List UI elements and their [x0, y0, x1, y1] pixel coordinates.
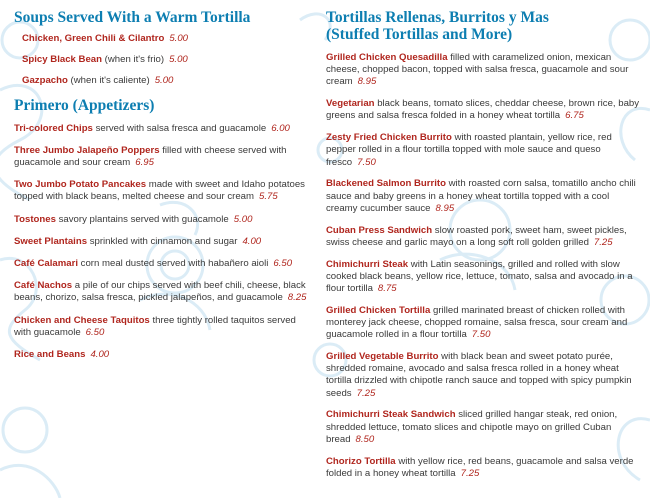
item-price: 5.00 — [169, 54, 188, 66]
item-name: Café Calamari — [14, 258, 78, 270]
item-description: made with sweet and Idaho potatoes topped with black beans, melted cheese and sour cream — [14, 179, 305, 203]
item-description: black beans, tomato slices, cheddar cheese, brown rice, baby greens and salsa fresca folded in a honey wheat tortilla — [326, 98, 640, 122]
menu-item — [14, 145, 314, 169]
item-description: sliced grilled hangar steak, red onion, shredded lettuce, tomato slices and chipotle mayo on grilled Cuban bread — [326, 409, 618, 445]
item-description: slow roasted pork, sweet ham, sweet pickles, swiss cheese and garlic mayo on a long soft roll golden grilled — [326, 224, 627, 248]
item-description: with roasted corn salsa, tomatillo ancho chili sauce and baby greens in a honey wheat tortilla topped with a cool creamy cucumber sauce — [326, 178, 636, 214]
item-price: 5.00 — [154, 75, 174, 87]
menu-item — [14, 349, 314, 361]
menu-item — [326, 178, 642, 215]
right-column — [326, 9, 642, 490]
item-price: 6.50 — [273, 258, 293, 270]
item-price: 6.95 — [135, 157, 154, 169]
section-title-line: Tortillas Rellenas, Burritos y Mas — [326, 9, 549, 26]
item-description: a pile of our chips served with beef chili, cheese, black beans, chorizo, salsa fresca, pickled jalapeños, and guacamole — [14, 280, 306, 304]
item-name: Vegetarian — [326, 98, 375, 110]
item-price: 8.75 — [377, 283, 397, 295]
item-name: Chicken and Cheese Taquitos — [14, 314, 150, 326]
menu-item — [326, 351, 642, 400]
item-name: Café Nachos — [14, 280, 73, 292]
item-description: (when it's frio) — [104, 54, 165, 66]
item-name: Three Jumbo Jalapeño Poppers — [14, 144, 160, 156]
menu-item — [326, 259, 642, 296]
item-name: Sweet Plantains — [14, 235, 88, 247]
item-price: 8.95 — [435, 202, 455, 214]
item-price: 6.50 — [85, 326, 105, 338]
item-price: 8.25 — [287, 292, 307, 304]
item-description: with Latin seasonings, grilled and rolled with slow cooked black beans, yellow rice, lettuce, tomato, salsa and avocado in a flour tortilla — [326, 258, 633, 295]
item-name: Spicy Black Bean — [22, 54, 102, 66]
appetizers-list — [14, 123, 314, 362]
soups-section-title: Soups Served With a Warm Tortilla — [14, 9, 251, 26]
item-description: three tightly rolled taquitos served with guacamole — [14, 314, 296, 338]
menu-item — [326, 305, 642, 342]
item-description: with black bean and sweet potato purée, shredded romaine, avocado and salsa fresca rolled in a honey wheat tortilla drizzled with chipotle ranch sauce and topped with spicy pumpkin seeds — [326, 351, 632, 399]
item-name: Grilled Chicken Tortilla — [326, 304, 431, 316]
menu-item — [14, 123, 314, 135]
item-price: 5.75 — [258, 191, 278, 203]
appetizers-section-title: Primero (Appetizers) — [14, 96, 155, 114]
menu-item — [326, 98, 642, 122]
item-description: with roasted plantain, yellow rice, red pepper rolled in a flour tortilla topped with mole sauce and queso fresco — [326, 132, 612, 168]
item-name: Chorizo Tortilla — [326, 455, 396, 467]
item-price: 6.75 — [565, 110, 584, 122]
item-name: Blackened Salmon Burrito — [326, 178, 446, 190]
item-name: Chicken, Green Chili & Cilantro — [22, 33, 165, 44]
item-price: 7.25 — [460, 467, 480, 479]
item-price: 7.25 — [593, 236, 613, 248]
menu-item — [326, 409, 642, 446]
item-price: 8.50 — [355, 433, 375, 445]
item-price: 7.50 — [357, 156, 376, 168]
item-description: grilled marinated breast of chicken rolled with monterey jack cheese, chopped romaine, salsa fresca, sour cream and guacamole rolled in a flour tortilla — [326, 304, 628, 341]
menu-item — [14, 214, 314, 226]
item-name: Zesty Fried Chicken Burrito — [326, 132, 452, 144]
item-description: served with salsa fresca and guacamole — [95, 122, 267, 134]
menu-item — [22, 33, 314, 45]
soups-list — [14, 33, 314, 88]
item-name: Rice and Beans — [14, 349, 86, 361]
item-name: Tostones — [14, 213, 56, 225]
item-name: Grilled Vegetable Burrito — [326, 351, 439, 363]
item-description: filled with caramelized onion, mexican cheese, chopped bacon, topped with salsa fresca, guacamole and sour cream — [326, 52, 629, 88]
menu-item — [326, 456, 642, 480]
item-name: Two Jumbo Potato Pancakes — [14, 179, 147, 191]
stuffed-tortillas-section-title — [326, 9, 642, 43]
item-description: sprinkled with cinnamon and sugar — [89, 235, 238, 247]
menu-item — [326, 225, 642, 249]
menu-item — [14, 179, 314, 203]
item-price: 5.00 — [233, 213, 253, 225]
item-name: Gazpacho — [22, 75, 68, 87]
left-column — [14, 9, 314, 371]
item-price: 5.00 — [169, 33, 189, 44]
item-description: filled with cheese served with guacamole and sour cream — [14, 144, 287, 169]
item-name: Cuban Press Sandwich — [326, 224, 433, 236]
item-price: 8.95 — [357, 76, 377, 88]
menu-item — [22, 75, 314, 87]
section-title-subtitle: (Stuffed Tortillas and More) — [326, 26, 513, 43]
item-description: savory plantains served with guacamole — [58, 213, 229, 225]
stuffed-tortillas-list — [326, 52, 642, 480]
item-price: 7.25 — [356, 387, 376, 399]
menu-item — [14, 258, 314, 270]
item-description: with yellow rice, red beans, guacamole and salsa verde folded in a honey wheat tortilla — [326, 455, 634, 479]
menu-item — [14, 315, 314, 339]
menu-item — [326, 132, 642, 169]
menu-item — [326, 52, 642, 89]
menu-item — [14, 280, 314, 304]
item-description: (when it's caliente) — [70, 75, 150, 87]
item-name: Chimichurri Steak Sandwich — [326, 409, 456, 421]
item-price: 4.00 — [242, 235, 262, 247]
item-price: 4.00 — [90, 349, 110, 361]
item-name: Chimichurri Steak — [326, 258, 409, 270]
item-name: Grilled Chicken Quesadilla — [326, 52, 448, 63]
item-price: 7.50 — [471, 329, 491, 341]
item-description: corn meal dusted served with habañero aioli — [80, 258, 269, 270]
item-price: 6.00 — [271, 122, 290, 134]
item-name: Tri-colored Chips — [14, 122, 93, 134]
menu-item — [22, 54, 314, 66]
menu-item — [14, 236, 314, 248]
